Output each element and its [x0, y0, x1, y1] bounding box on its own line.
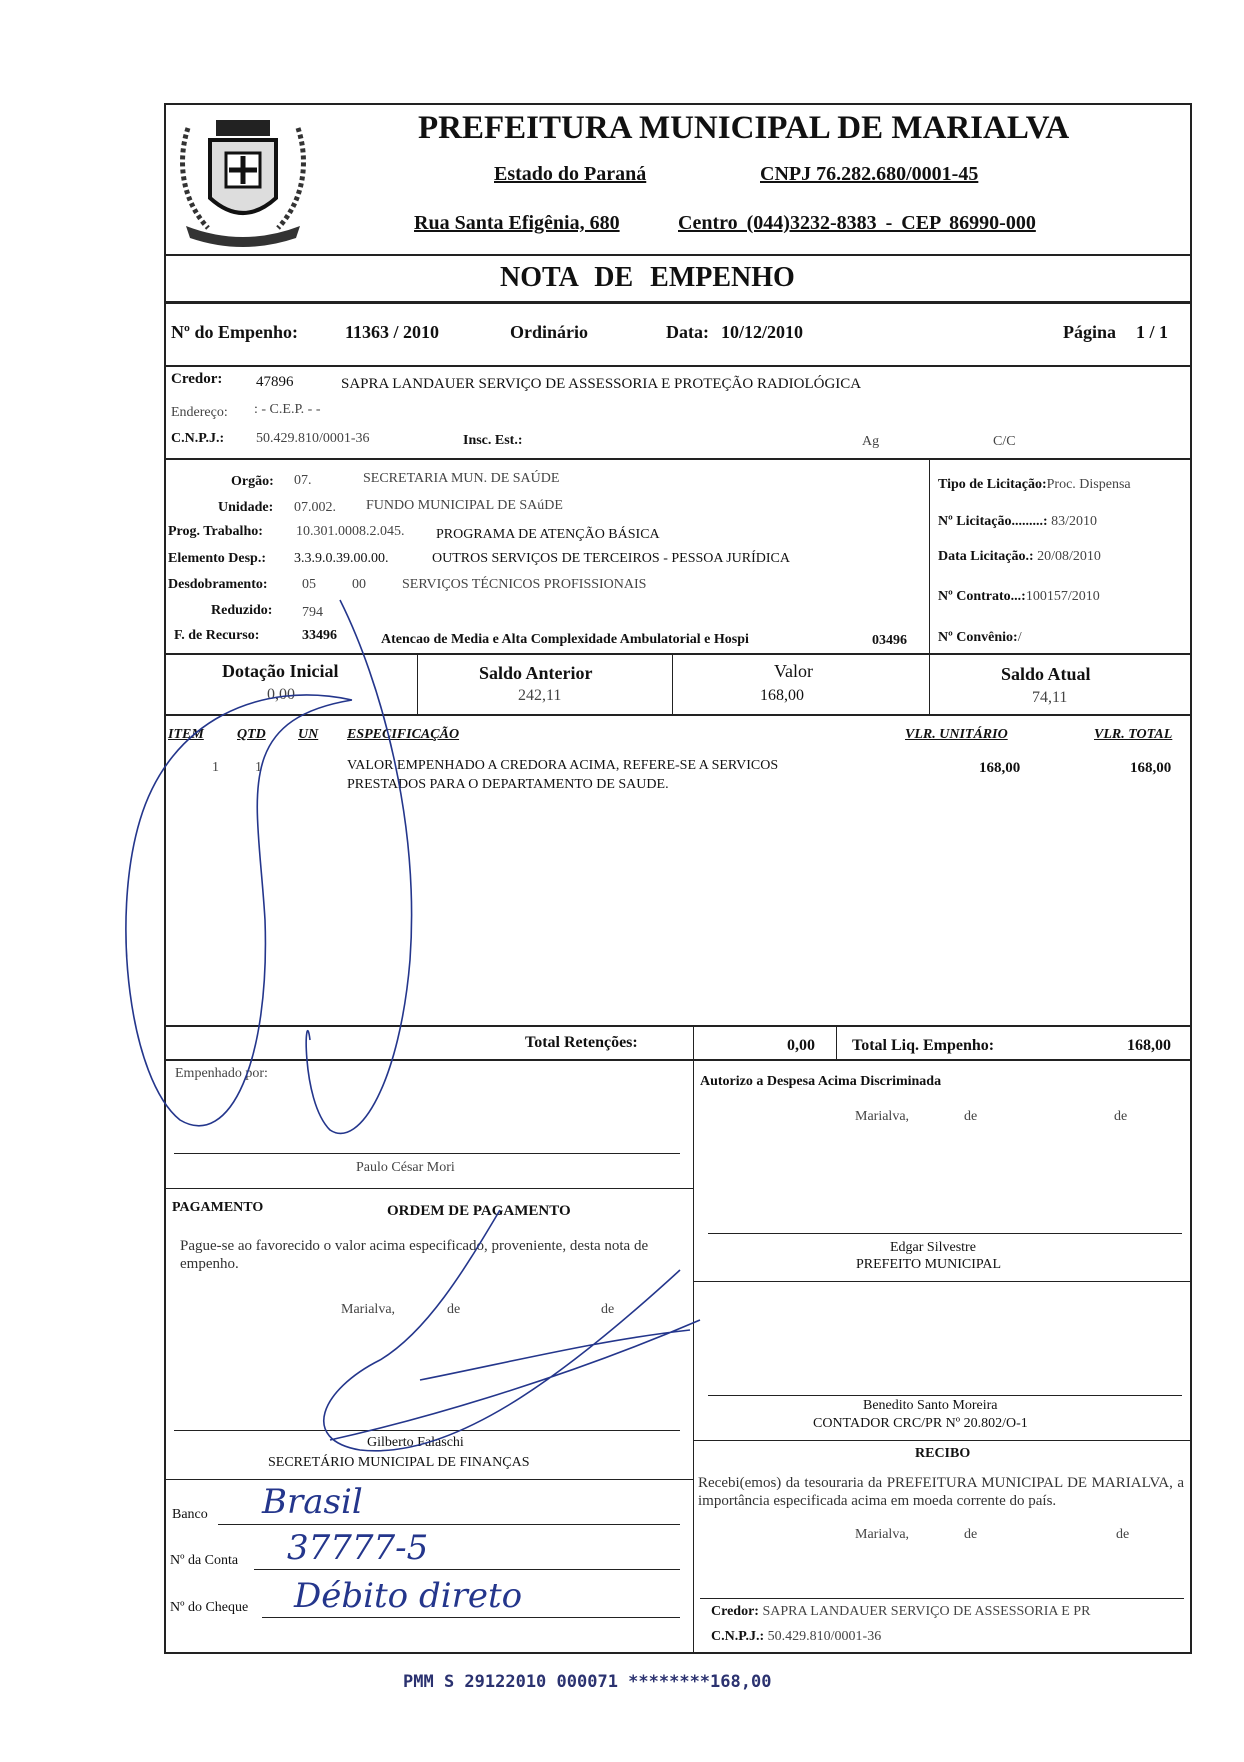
valor-label: Valor [774, 661, 813, 681]
pagamento-label: PAGAMENTO [172, 1200, 264, 1215]
recibo-cnpj-label: C.N.P.J.: [711, 1629, 765, 1644]
cc-label: C/C [993, 434, 1016, 449]
pagamento-de-1: de [447, 1302, 461, 1317]
row-total: 168,00 [1130, 760, 1172, 776]
ag-label: Ag [862, 434, 880, 449]
col-unit: VLR. UNITÁRIO [905, 727, 1008, 742]
payment-stamp: PMM S 29122010 000071 ********168,00 [403, 1672, 772, 1692]
district-phone-label: Centro (044)3232-8383 - CEP 86990-000 [678, 212, 1036, 234]
saldo-anterior-label: Saldo Anterior [479, 663, 593, 683]
autorizo-title: Autorizo a Despesa Acima Discriminada [700, 1074, 942, 1089]
recibo-credor-value: SAPRA LANDAUER SERVIÇO DE ASSESSORIA E PR [762, 1604, 1091, 1619]
banco-handwritten: Brasil [262, 1482, 363, 1522]
recibo-de-2: de [1116, 1527, 1130, 1542]
empenho-number-label: Nº do Empenho: [171, 322, 298, 342]
gilberto-signature [324, 1210, 700, 1451]
orgao-code: 07. [294, 473, 312, 488]
recurso-label: F. de Recurso: [174, 628, 260, 643]
col-spec: ESPECIFICAÇÃO [347, 727, 460, 742]
prog-name: PROGRAMA DE ATENÇÃO BÁSICA [436, 527, 660, 542]
doc-title: NOTA DE EMPENHO [500, 262, 795, 293]
elemento-name: OUTROS SERVIÇOS DE TERCEIROS - PESSOA JURÍDICA [432, 551, 791, 566]
insc-est-label: Insc. Est.: [463, 433, 523, 448]
prefeito-role: PREFEITO MUNICIPAL [856, 1257, 1002, 1272]
pagamento-de-2: de [601, 1302, 615, 1317]
ordem-pagamento-label: ORDEM DE PAGAMENTO [387, 1203, 571, 1219]
recibo-cnpj-value: 50.429.810/0001-36 [767, 1629, 882, 1644]
licitacao-date-label: Data Licitação.: [938, 549, 1034, 564]
empenho-date: 10/12/2010 [721, 322, 804, 342]
orgao-label: Orgão: [231, 474, 274, 489]
page-title: PREFEITURA MUNICIPAL DE MARIALVA [418, 110, 1070, 146]
prefeito-name: Edgar Silvestre [890, 1240, 976, 1255]
contador-role: CONTADOR CRC/PR Nº 20.802/O-1 [813, 1416, 1028, 1431]
retencoes-value: 0,00 [787, 1037, 815, 1054]
elemento-code: 3.3.9.0.39.00.00. [294, 551, 389, 566]
col-qtd: QTD [237, 727, 266, 742]
valor-value: 168,00 [760, 687, 804, 704]
state-label: Estado do Paraná [494, 163, 647, 185]
cnpj-label: CNPJ 76.282.680/0001-45 [760, 163, 979, 185]
recurso-code-2: 03496 [872, 633, 907, 648]
unidade-name: FUNDO MUNICIPAL DE SAúDE [366, 498, 563, 513]
desdobramento-a: 05 [302, 577, 316, 592]
licitacao-type-value: Proc. Dispensa [1046, 477, 1131, 492]
contrato-label: Nº Contrato...: [938, 589, 1026, 604]
recibo-credor-label: Credor: [711, 1604, 759, 1619]
row-spec-line1: VALOR EMPENHADO A CREDORA ACIMA, REFERE-SE A SERVICOS [347, 758, 779, 773]
liquido-value: 168,00 [1127, 1037, 1171, 1054]
secretario-name: Gilberto Falaschi [367, 1435, 464, 1450]
autorizo-city: Marialva, [855, 1109, 910, 1124]
autorizo-de-1: de [964, 1109, 978, 1124]
creditor-name: SAPRA LANDAUER SERVIÇO DE ASSESSORIA E PROTEÇÃO RADIOLÓGICA [341, 376, 862, 392]
address-label: Rua Santa Efigênia, 680 [414, 212, 620, 234]
conta-handwritten: 37777-5 [287, 1528, 429, 1568]
desdobramento-label: Desdobramento: [168, 577, 268, 592]
licitacao-number-label: Nº Licitação.........: [938, 514, 1048, 529]
dotacao-label: Dotação Inicial [222, 661, 339, 681]
reduzido-label: Reduzido: [211, 603, 273, 618]
empenhado-signature-loop [126, 695, 352, 1126]
cnpj-label: C.N.P.J.: [171, 431, 225, 446]
col-item: ITEM [168, 727, 204, 742]
empenhado-label: Empenhado por: [175, 1066, 268, 1081]
contador-name: Benedito Santo Moreira [863, 1398, 998, 1413]
row-unit: 168,00 [979, 760, 1021, 776]
liquido-label: Total Liq. Empenho: [852, 1037, 995, 1054]
elemento-label: Elemento Desp.: [168, 551, 266, 566]
licitacao-number-value: 83/2010 [1051, 514, 1097, 529]
cheque-handwritten: Débito direto [294, 1576, 523, 1616]
recibo-title: RECIBO [915, 1446, 971, 1461]
cheque-label: Nº do Cheque [170, 1600, 249, 1615]
row-qtd: 1 [255, 760, 262, 775]
prog-label: Prog. Trabalho: [168, 524, 263, 539]
retencoes-label: Total Retenções: [525, 1034, 638, 1051]
col-total: VLR. TOTAL [1094, 727, 1173, 742]
date-label: Data: [666, 322, 709, 342]
page-label: Página [1063, 322, 1117, 342]
row-item: 1 [212, 760, 219, 775]
recibo-de-1: de [964, 1527, 978, 1542]
secretario-role: SECRETÁRIO MUNICIPAL DE FINANÇAS [268, 1455, 530, 1470]
conta-label: Nº da Conta [170, 1553, 239, 1568]
desdobramento-name: SERVIÇOS TÉCNICOS PROFISSIONAIS [402, 577, 647, 592]
recibo-text: Recebi(emos) da tesouraria da PREFEITURA MUNICIPAL DE MARIALVA, a importância especificada acima em moeda corrente do país. [698, 1475, 1184, 1509]
prog-code: 10.301.0008.2.045. [296, 524, 405, 539]
creditor-code: 47896 [256, 374, 294, 390]
empenhado-name: Paulo César Mori [356, 1160, 455, 1175]
col-un: UN [298, 727, 319, 742]
saldo-atual-value: 74,11 [1032, 689, 1068, 706]
recurso-code: 33496 [302, 628, 337, 643]
pagamento-city: Marialva, [341, 1302, 396, 1317]
saldo-anterior-value: 242,11 [518, 687, 562, 704]
address-label: Endereço: [171, 405, 228, 420]
creditor-cnpj: 50.429.810/0001-36 [256, 431, 370, 446]
convenio-value: / [1017, 630, 1022, 645]
reduzido-value: 794 [302, 605, 323, 620]
empenhado-signature-stroke [306, 600, 411, 1133]
orgao-name: SECRETARIA MUN. DE SAÚDE [363, 471, 560, 486]
contrato-value: 100157/2010 [1025, 589, 1100, 604]
dotacao-value: 0,00 [267, 686, 295, 703]
autorizo-de-2: de [1114, 1109, 1128, 1124]
banco-label: Banco [172, 1507, 208, 1522]
creditor-label: Credor: [171, 371, 223, 387]
licitacao-type-label: Tipo de Licitação: [938, 477, 1047, 492]
convenio-label: Nº Convênio: [938, 630, 1018, 645]
empenho-type: Ordinário [510, 322, 589, 342]
pagamento-text: Pague-se ao favorecido o valor acima especificado, proveniente, desta nota de empenho. [180, 1238, 649, 1272]
desdobramento-b: 00 [352, 577, 366, 592]
empenho-number: 11363 / 2010 [345, 322, 440, 342]
creditor-address: : - C.E.P. - - [254, 402, 321, 417]
unidade-code: 07.002. [294, 500, 336, 515]
saldo-atual-label: Saldo Atual [1001, 664, 1091, 684]
row-spec-line2: PRESTADOS PARA O DEPARTAMENTO DE SAUDE. [347, 777, 669, 792]
unidade-label: Unidade: [218, 500, 274, 515]
recurso-name: Atencao de Media e Alta Complexidade Ambulatorial e Hospi [381, 632, 749, 647]
recibo-city: Marialva, [855, 1527, 910, 1542]
crest-banner: MARIALVA [220, 225, 265, 235]
licitacao-date-value: 20/08/2010 [1037, 549, 1101, 564]
page-number: 1 / 1 [1136, 322, 1169, 342]
